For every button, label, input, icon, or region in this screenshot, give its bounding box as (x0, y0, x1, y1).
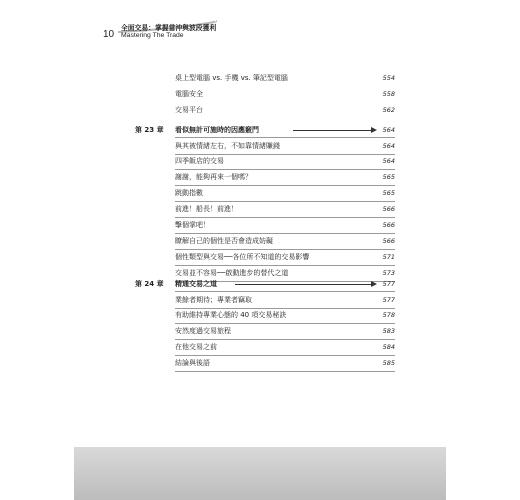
arrow-right-icon (371, 127, 377, 133)
toc-entry[interactable] (175, 86, 395, 102)
toc-entry-page: 583 (382, 327, 395, 335)
toc-entry-page: 565 (382, 189, 395, 197)
toc-entry-title: 交易並不容易──啟動進步的替代之道 (175, 269, 289, 277)
toc-entry-title: 電腦安全 (175, 90, 203, 98)
toc-entry-page: 564 (382, 142, 395, 150)
toc-entry-page: 562 (382, 106, 395, 114)
chapter-23-heading[interactable] (135, 122, 395, 138)
toc-entry-title: 四季飯店的交易 (175, 157, 224, 165)
toc-entry[interactable] (175, 355, 395, 371)
toc-entry-title: 有助維持專業心態的 40 項交易秘訣 (175, 311, 287, 319)
book-subtitle: Mastering The Trade (121, 32, 184, 39)
toc-entry[interactable] (175, 201, 395, 217)
chapter-title: 看似無計可施時的因應竅門 (175, 126, 259, 134)
toc-entry-title: 前進！船長！前進！ (175, 205, 238, 213)
toc-entry-title: 擊個掌吧！ (175, 221, 210, 229)
chapter-page: 564 (382, 126, 395, 134)
toc-entry-page: 578 (382, 311, 395, 319)
toc-entry-page: 565 (382, 173, 395, 181)
toc-entry[interactable] (175, 70, 395, 86)
toc-entry[interactable] (175, 102, 395, 118)
toc-entry-title: 業餘者期待；專業者竊取 (175, 296, 252, 304)
toc-entry-title: 在他交易之前 (175, 343, 217, 351)
toc-entry-page: 554 (382, 74, 395, 82)
toc-entry-page: 564 (382, 157, 395, 165)
toc-entry-page: 585 (382, 359, 395, 367)
toc-entry-page: 566 (382, 205, 395, 213)
toc-entry[interactable] (175, 339, 395, 355)
chapter-24-heading[interactable] (135, 276, 395, 292)
chapter-page: 577 (382, 280, 395, 288)
toc-entry-title: 跳動指數 (175, 189, 203, 197)
toc-entry-title: 交易平台 (175, 106, 203, 114)
arrow-right-icon (371, 281, 377, 287)
toc-entry-title: 桌上型電腦 vs. 手機 vs. 筆記型電腦 (175, 74, 288, 82)
toc-entry[interactable] (175, 249, 395, 265)
book-title: 全面交易：掌握當沖與波段獲利 (121, 24, 217, 32)
toc-entry-title: 瞭解自己的個性是否會造成妨礙 (175, 237, 273, 245)
toc-entry-page: 577 (382, 296, 395, 304)
chapter-number: 第 24 章 (135, 280, 164, 288)
chapter-arrow-line (293, 130, 373, 131)
toc-entry[interactable] (175, 137, 395, 154)
toc-entry[interactable] (175, 307, 395, 323)
chapter-number: 第 23 章 (135, 126, 164, 134)
toc-entry-page: 571 (382, 253, 395, 261)
toc-entry[interactable] (175, 153, 395, 169)
toc-entry[interactable] (175, 323, 395, 339)
toc-entry[interactable] (175, 233, 395, 249)
toc-entry[interactable] (175, 169, 395, 185)
toc-entry-page: 566 (382, 221, 395, 229)
page-number: 10 (103, 29, 115, 40)
toc-entry-page: 573 (382, 269, 395, 277)
toc-entry-title: 個性類型與交易──各位所不知道的交易影響 (175, 253, 310, 261)
toc-entry-page: 558 (382, 90, 395, 98)
toc-entry-page: 584 (382, 343, 395, 351)
toc-entry[interactable] (175, 291, 395, 308)
toc-entry-page: 566 (382, 237, 395, 245)
toc-entry[interactable] (175, 217, 395, 233)
toc-entry-title: 謝謝，能夠再來一個嗎？ (175, 173, 252, 181)
toc-entry[interactable] (175, 185, 395, 201)
toc-entry-title: 安然度過交易旅程 (175, 327, 231, 335)
toc-entry-title: 結論與後語 (175, 359, 210, 367)
toc-entry-title: 與其被情緒左右，不如靠情緒賺錢 (175, 142, 280, 150)
footer-gray-bar (74, 447, 446, 500)
chapter-arrow-line (235, 284, 373, 285)
chapter-title: 精通交易之道 (175, 280, 217, 288)
